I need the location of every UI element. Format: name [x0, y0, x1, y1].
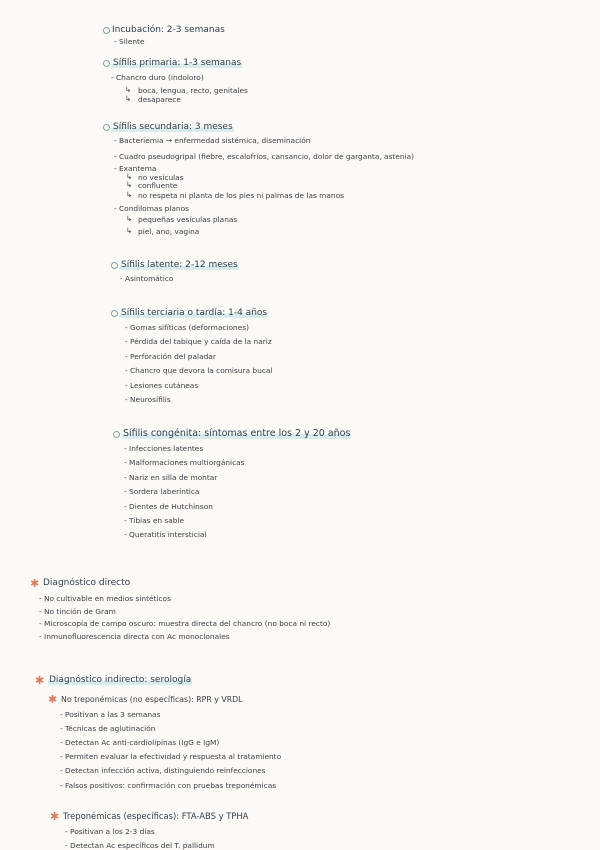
list-item: - Malformaciones multiorgánicas — [124, 458, 245, 468]
list-item: - No tinción de Gram — [39, 606, 116, 616]
list-item: - Lesiones cutáneas — [125, 380, 199, 390]
section-title-primaria: Sífilis primaria: 1-3 semanas — [113, 58, 242, 68]
list-item: - Chancro que devora la comisura bucal — [125, 366, 273, 376]
arrow-icon: ↳ — [125, 85, 132, 94]
bullet-circle — [111, 310, 118, 317]
asterisk-icon: ✱ — [50, 810, 60, 823]
list-item: - Positivan a los 2-3 días — [65, 827, 155, 836]
list-item: - Detectan Ac anti-cardiolipinas (IgG e IgM) — [60, 738, 220, 748]
list-item: - Detectan Ac específicos del T. pallidum — [65, 840, 215, 850]
section-title-secundaria: Sífilis secundaria: 3 meses — [113, 122, 233, 132]
arrow-icon: ↳ — [126, 172, 133, 181]
list-item: - Chancro duro (indoloro) — [111, 73, 204, 82]
section-title-indirecto: Diagnóstico indirecto: serología — [49, 675, 192, 685]
list-item: - Exantema — [114, 164, 157, 173]
sub-item: no respeta ni planta de los pies ni palmas de las manos — [138, 191, 344, 200]
list-item: - Pérdida del tabique y caída de la nariz — [125, 337, 272, 347]
sub-item: piel, ano, vagina — [138, 227, 200, 236]
sub-item: confluente — [138, 181, 178, 190]
asterisk-icon: ✱ — [35, 674, 45, 687]
list-item: - Sordera laberíntica — [124, 487, 200, 497]
bullet-circle — [113, 431, 120, 438]
list-item: - Silente — [114, 37, 145, 46]
list-item: - Condilomas planos — [114, 204, 189, 213]
section-title-latente: Sífilis latente: 2-12 meses — [121, 260, 238, 270]
arrow-icon: ↳ — [126, 190, 133, 199]
arrow-icon: ↳ — [126, 214, 133, 223]
list-item: - Bacteriemia → enfermedad sistémica, diseminación — [114, 136, 311, 145]
list-item: - Asintomático — [120, 274, 174, 283]
arrow-icon: ↳ — [126, 180, 133, 189]
bullet-circle — [111, 262, 118, 269]
list-item: - Neurosífilis — [125, 395, 171, 404]
subsection-title-no-treponemicas: No treponémicas (no específicas): RPR y VRDL — [61, 695, 243, 704]
list-item: - Detectan infección activa, distinguiendo reinfecciones — [60, 766, 266, 776]
sub-item: boca, lengua, recto, genitales — [138, 86, 248, 95]
list-item: - Técnicas de aglutinación — [60, 724, 156, 734]
sub-item: desaparece — [138, 95, 181, 104]
list-item: - Inmunofluorescencia directa con Ac monoclonales — [39, 631, 230, 641]
section-title-incubacion: Incubación: 2-3 semanas — [112, 25, 225, 35]
asterisk-icon: ✱ — [48, 693, 58, 706]
list-item: - Cuadro pseudogripal (fiebre, escalofríos, cansancio, dolor de garganta, astenia) — [114, 152, 415, 161]
arrow-icon: ↳ — [126, 226, 133, 235]
list-item: - Falsos positivos: confirmación con pruebas treponémicas — [60, 780, 277, 790]
section-title-terciaria: Sífilis terciaria o tardía: 1-4 años — [121, 308, 268, 318]
list-item: - Dientes de Hutchinson — [124, 501, 213, 511]
list-item: - Positivan a las 3 semanas — [60, 710, 161, 719]
list-item: - Gomas sifíticas (deformaciones) — [125, 323, 249, 332]
bullet-circle — [103, 60, 110, 67]
list-item: - Infecciones latentes — [124, 444, 204, 453]
list-item: - Permiten evaluar la efectividad y respuesta al tratamiento — [60, 752, 282, 762]
sub-item: no vesículas — [138, 173, 184, 182]
list-item: - Nariz en silla de montar — [124, 472, 218, 482]
bullet-circle — [103, 27, 110, 34]
list-item: - Tibias en sable — [124, 516, 185, 525]
list-item: - Perforación del paladar — [125, 351, 216, 361]
sub-item: pequeñas vesículas planas — [138, 215, 238, 224]
arrow-icon: ↳ — [125, 94, 132, 103]
section-title-congenita: Sífilis congénita: síntomas entre los 2 y 20 años — [123, 428, 351, 439]
asterisk-icon: ✱ — [30, 577, 40, 590]
list-item: - Microscopía de campo oscuro: muestra directa del chancro (no boca ni recto) — [39, 619, 331, 629]
bullet-circle — [103, 124, 110, 131]
subsection-title-treponemicas: Treponémicas (específicas): FTA-ABS y TPHA — [63, 811, 249, 821]
list-item: - No cultivable en medios sintéticos — [39, 594, 171, 603]
section-title-directo: Diagnóstico directo — [43, 578, 131, 588]
list-item: - Queratitis intersticial — [124, 530, 207, 540]
